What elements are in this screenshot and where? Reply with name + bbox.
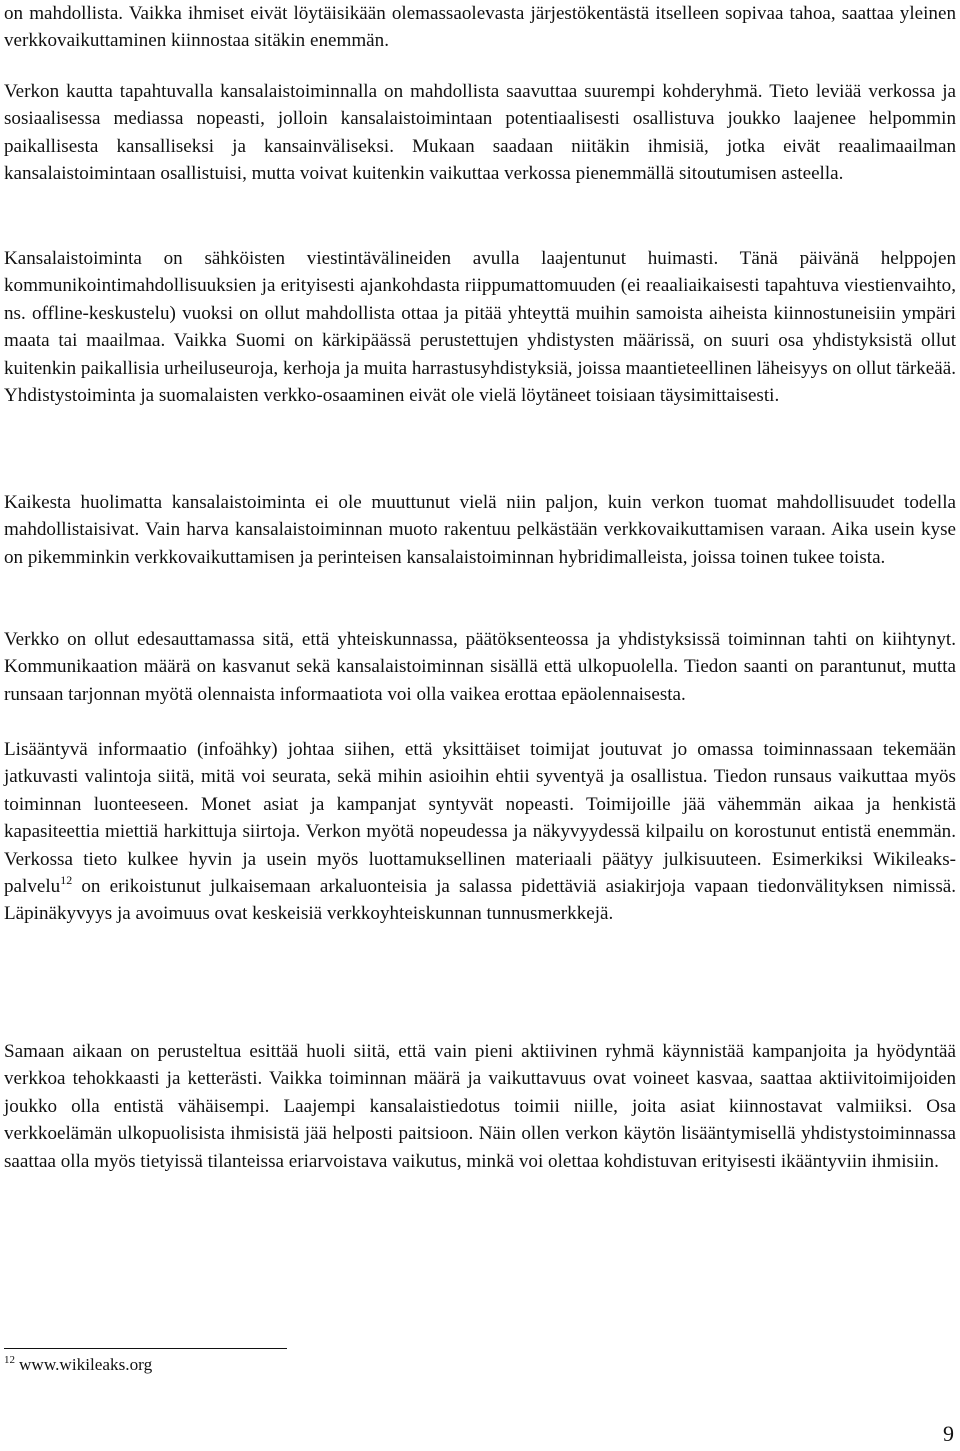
paragraph-6-text-before: Lisääntyvä informaatio (infoähky) johtaa siihen, että yksittäiset toimijat joutuvat jo omassa toiminnassaan tekemään jatkuvasti valintoja siitä, mitä voi seurata, sekä mihin asioihin ehtii syventyä ja osallistua. Tiedon runsaus vaikuttaa myös toiminnan luonteeseen. Monet asiat ja kampanjat syntyvät nopeasti. Toimijoille jää vähemmän aikaa ja henkistä kapasiteettia miettiä harkittuja siirtoja. Verkon myötä nopeudessa ja näkyvyydessä kilpailu on korostunut entistä enemmän. Verkossa tieto kulkee hyvin ja usein myös luottamuksellinen materiaali päätyy julkisuuteen. Esimerkiksi Wikileaks-palvelu [4,739,956,898]
page-number: 9 [943,1421,954,1446]
paragraph-5: Verkko on ollut edesauttamassa sitä, että yhteiskunnassa, päätöksenteossa ja yhdistyksissä toiminnan tahti on kiihtynyt. Kommunikaation määrä on kasvanut sekä kansalaistoiminnan sisällä että ulkopuolella. Tiedon saanti on parantunut, mutta runsaan tarjonnan myötä olennaista informaatiota voi olla vaikea erottaa epäolennaisesta. [4,629,956,705]
footnote-separator [4,1348,287,1349]
paragraph-3: Kansalaistoiminta on sähköisten viestintävälineiden avulla laajentunut huimasti. Tänä päivänä helppojen kommunikointimahdollisuuksien ja erityisesti ajankohdasta riippumattomuuden (ei reaaliaikaisesti tapahtuva viestienvaihto, ns. offline-keskustelu) vuoksi on ollut mahdollista ottaa ja pitää yhteyttä muihin samoista aiheista kiinnostuneisiin ympäri maata tai maailmaa. Vaikka Suomi on kärkipäässä perustettujen yhdistysten määrissä, on suuri osa yhdistyksistä ollut kuitenkin paikallisia urheiluseuroja, kerhoja ja muita harrastusyhdistyksiä, joissa maantieteellinen läheisyys on ollut tärkeää. Yhdistystoiminta ja suomalaisten verkko-osaaminen eivät ole vielä löytäneet toisiaan täysimittaisesti. [4,248,956,407]
footnote-number: 12 [4,1354,15,1366]
footnote-reference: 12 [60,873,73,888]
paragraph-2: Verkon kautta tapahtuvalla kansalaistoiminnalla on mahdollista saavuttaa suurempi kohderyhmä. Tieto leviää verkossa ja sosiaalisessa mediassa nopeasti, jolloin kansalaistoimintaan potentiaalisesti osallistuva joukko laajenee helpommin paikallisesta kansalliseksi ja kansainväliseksi. Mukaan saadaan niitäkin ihmisiä, jotka eivät reaalimaailman kansalaistoimintaan osallistuisi, mutta voivat kuitenkin vaikuttaa verkossa pienemmällä sitoutumisen asteella. [4,81,956,185]
paragraph-7: Samaan aikaan on perusteltua esittää huoli siitä, että vain pieni aktiivinen ryhmä käynnistää kampanjoita ja hyödyntää verkkoa tehokkaasti ja ketterästi. Vaikka toiminnan määrä ja vaikuttavuus ovat voineet kasvaa, saattaa aktiivitoimijoiden joukko olla entistä vähäisempi. Laajempi kansalaistiedotus toimii niille, joita asiat kiinnostavat valmiiksi. Osa verkkoelämän ulkopuolisista ihmisistä jää helposti paitsioon. Näin ollen verkon käytön lisääntymisellä yhdistystoiminnassa saattaa olla myös tietyissä tilanteissa eriarvoistava vaikutus, minkä voi olettaa kohdistuvan erityisesti ikääntyviin ihmisiin. [4,1041,956,1172]
footnote-text: www.wikileaks.org [19,1355,153,1374]
footnote [4,1353,152,1379]
paragraph-6-text-after: on erikoistunut julkaisemaan arkaluonteisia ja salassa pidettäviä asiakirjoja vapaan tiedonvälityksen nimissä. Läpinäkyvyys ja avoimuus ovat keskeisiä verkkoyhteiskunnan tunnusmerkkejä. [4,876,956,925]
paragraph-4: Kaikesta huolimatta kansalaistoiminta ei ole muuttunut vielä niin paljon, kuin verkon tuomat mahdollisuudet todella mahdollistaisivat. Vain harva kansalaistoiminnan muoto rakentuu pelkästään verkkovaikuttamisen varaan. Aika usein kyse on pikemminkin verkkovaikuttamisen ja perinteisen kansalaistoiminnan hybridimalleista, joissa toinen tukee toista. [4,492,956,568]
paragraph-1: on mahdollista. Vaikka ihmiset eivät löytäisikään olemassaolevasta järjestökentästä itselleen sopivaa tahoa, saattaa yleinen verkkovaikuttaminen kiinnostaa sitäkin enemmän. [4,3,956,52]
paragraph-6 [4,736,956,928]
